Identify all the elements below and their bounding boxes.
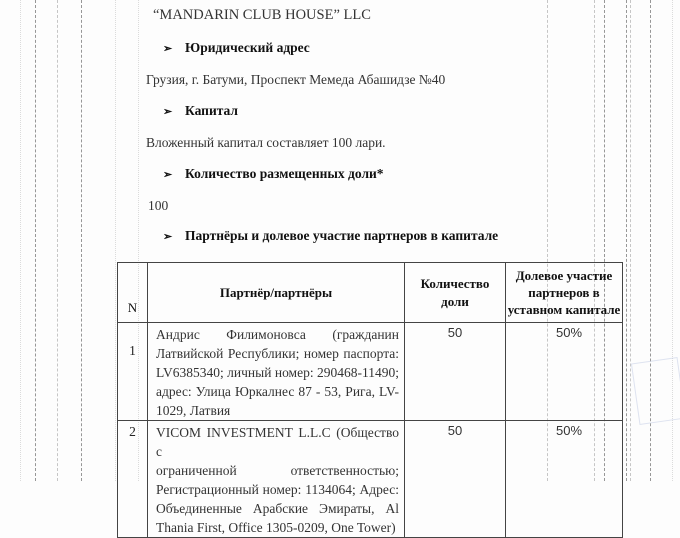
arrow-bullet-icon: ➢ <box>163 230 173 243</box>
header-quantity <box>405 263 506 323</box>
partner-description <box>148 323 405 421</box>
section-heading-partners <box>163 228 498 244</box>
partner-line: 1029, Латвия <box>156 403 231 418</box>
heading-text: Количество размещенных доли* <box>185 166 384 181</box>
heading-text: Капитал <box>185 103 238 118</box>
scan-artifact-line <box>630 0 631 481</box>
scan-artifact-line <box>35 0 36 481</box>
partner-line: Объединенные Арабские Эмираты, Al <box>156 501 399 516</box>
scan-artifact-line <box>626 0 627 481</box>
share-quantity: 50 <box>405 421 506 538</box>
share-percent: 50% <box>506 421 623 538</box>
scan-artifact-line <box>20 0 21 481</box>
capital-text: Вложенный капитал составляет 100 лари. <box>146 135 386 150</box>
partner-line: адрес: Улица Юркалнес 87 - 53, Рига, LV- <box>156 384 399 399</box>
header-partner: Партнёр/партнёры <box>148 263 405 323</box>
scan-artifact-line <box>115 0 116 481</box>
section-heading-capital <box>163 103 238 119</box>
header-quantity-line: доли <box>441 293 469 309</box>
partner-line: Андрис Филимоновса (гражданин <box>156 327 399 342</box>
header-quantity-line: Количество <box>420 275 490 291</box>
table-header-row <box>118 263 623 323</box>
heading-text: Юридический адрес <box>185 40 310 55</box>
partner-line: Латвийской Республики; номер паспорта: <box>156 346 399 361</box>
arrow-bullet-icon: ➢ <box>163 105 173 118</box>
header-share-line: партнеров в <box>528 285 600 300</box>
share-quantity: 50 <box>405 323 506 421</box>
company-name: “MANDARIN CLUB HOUSE” LLC <box>153 7 371 23</box>
heading-text: Партнёры и долевое участие партнеров в капитале <box>185 228 499 243</box>
arrow-bullet-icon: ➢ <box>163 42 173 55</box>
table-row <box>118 421 623 538</box>
arrow-bullet-icon: ➢ <box>163 168 173 181</box>
header-share <box>506 263 623 323</box>
stamp-mark <box>631 357 680 425</box>
partner-line: LV6385340; личный номер: 290468-11490; <box>156 365 399 380</box>
section-heading-shares <box>163 166 384 182</box>
header-n: N <box>118 263 148 323</box>
partner-description <box>148 421 405 538</box>
partner-line: Регистрационный номер: 1134064; Адрес: <box>156 482 399 497</box>
shares-count-text: 100 <box>148 198 169 213</box>
scan-artifact-line <box>57 0 58 481</box>
partners-table <box>117 262 623 538</box>
header-share-line: уставном капитале <box>507 302 621 317</box>
partner-line: VICOM INVESTMENT L.L.C (Общество с <box>156 425 399 459</box>
share-percent: 50% <box>506 323 623 421</box>
row-number: 2 <box>118 421 148 538</box>
legal-address-text: Грузия, г. Батуми, Проспект Мемеда Абашидзе №40 <box>146 72 446 87</box>
row-number: 1 <box>118 323 148 421</box>
scan-artifact-line <box>81 0 82 481</box>
partner-line: ограниченной ответственностью; <box>156 463 399 478</box>
section-heading-legal-address <box>163 40 310 56</box>
header-share-line: Долевое участие <box>515 268 613 283</box>
partner-line: Thania First, Office 1305-0209, One Tower) <box>156 520 396 535</box>
table-row <box>118 323 623 421</box>
